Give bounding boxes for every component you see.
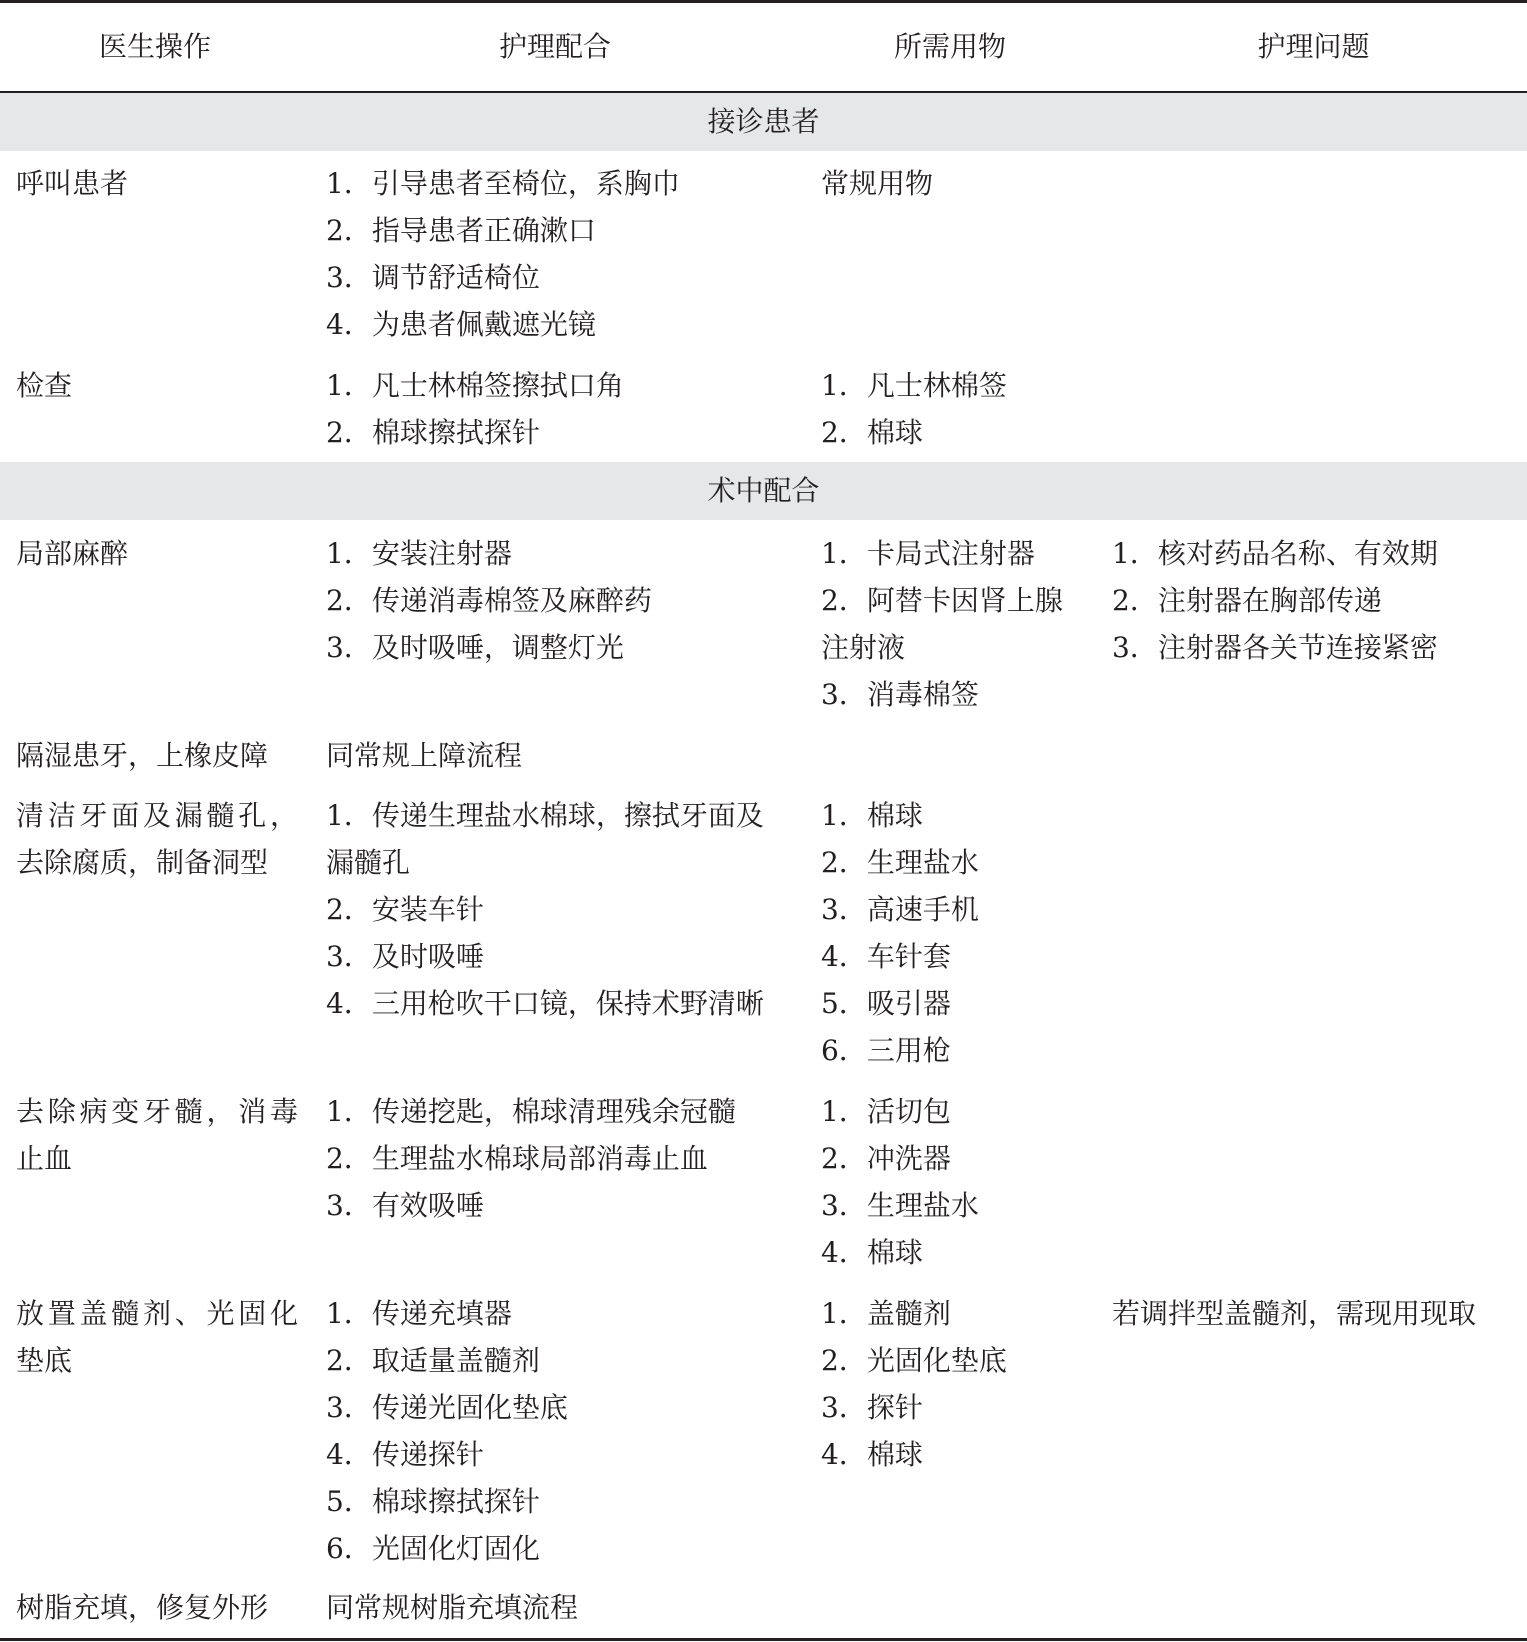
cell-line: 2．棉球擦拭探针	[326, 416, 540, 449]
cell-line: 去除病变牙髓，消毒	[16, 1095, 298, 1128]
cell-doctor-operation	[16, 362, 298, 409]
cell-line: 1．核对药品名称、有效期	[1112, 537, 1438, 570]
cell-line: 4．棉球	[821, 1236, 923, 1269]
cell-line: 2．棉球	[821, 416, 923, 449]
cell-line: 检查	[16, 369, 73, 402]
cell-required-supplies	[821, 362, 1085, 456]
cell-line: 2．取适量盖髓剂	[326, 1344, 540, 1377]
cell-line: 3．传递光固化垫底	[326, 1391, 568, 1424]
header-nursing-issues: 护理问题	[1257, 30, 1370, 63]
cell-line: 1．传递生理盐水棉球，擦拭牙面及	[326, 799, 764, 832]
cell-line: 漏髓孔	[326, 846, 411, 879]
table-bottom-rule	[0, 1638, 1527, 1641]
cell-doctor-operation	[16, 160, 298, 207]
cell-doctor-operation	[16, 530, 298, 577]
section-heading: 术中配合	[0, 462, 1527, 520]
cell-line: 4．棉球	[821, 1438, 923, 1471]
cell-doctor-operation	[16, 1584, 298, 1631]
cell-line: 1．引导患者至椅位，系胸巾	[326, 167, 680, 200]
cell-line: 4．三用枪吹干口镜，保持术野清晰	[326, 987, 764, 1020]
cell-line: 1．安装注射器	[326, 537, 512, 570]
cell-line: 2．生理盐水	[821, 846, 979, 879]
cell-line: 2．光固化垫底	[821, 1344, 1007, 1377]
cell-line: 3．生理盐水	[821, 1189, 979, 1222]
cell-line: 树脂充填，修复外形	[16, 1591, 269, 1624]
cell-line: 3．有效吸唾	[326, 1189, 484, 1222]
cell-line: 同常规树脂充填流程	[326, 1591, 579, 1624]
cell-line: 垫底	[16, 1344, 73, 1377]
cell-required-supplies	[821, 530, 1085, 718]
cell-line: 呼叫患者	[16, 167, 129, 200]
cell-line: 止血	[16, 1142, 73, 1175]
cell-nursing-cooperation	[326, 732, 796, 779]
cell-line: 1．传递充填器	[326, 1297, 512, 1330]
cell-nursing-cooperation	[326, 1584, 796, 1631]
cell-line: 放置盖髓剂、光固化	[16, 1297, 298, 1330]
cell-required-supplies	[821, 792, 1085, 1074]
cell-doctor-operation	[16, 732, 298, 779]
cell-nursing-cooperation	[326, 1088, 796, 1229]
cell-doctor-operation	[16, 792, 298, 886]
cell-line: 1．棉球	[821, 799, 923, 832]
cell-line: 常规用物	[821, 167, 934, 200]
cell-line: 2．注射器在胸部传递	[1112, 584, 1382, 617]
cell-line: 隔湿患牙，上橡皮障	[16, 739, 269, 772]
cell-line: 4．传递探针	[326, 1438, 484, 1471]
cell-line: 3．消毒棉签	[821, 678, 979, 711]
cell-line: 5．棉球擦拭探针	[326, 1485, 540, 1518]
cell-line: 2．阿替卡因肾上腺	[821, 584, 1063, 617]
cell-line: 3．及时吸唾	[326, 940, 484, 973]
cell-line: 6．光固化灯固化	[326, 1532, 540, 1565]
cell-line: 1．卡局式注射器	[821, 537, 1035, 570]
cell-required-supplies	[821, 1088, 1085, 1276]
cell-doctor-operation	[16, 1290, 298, 1384]
cell-line: 清洁牙面及漏髓孔，	[16, 799, 298, 832]
cell-line: 同常规上障流程	[326, 739, 523, 772]
cell-line: 2．指导患者正确漱口	[326, 214, 596, 247]
cell-nursing-cooperation	[326, 362, 796, 456]
cell-line: 注射液	[821, 631, 906, 664]
cell-nursing-cooperation	[326, 530, 796, 671]
header-doctor-operation: 医生操作	[98, 30, 211, 63]
cell-nursing-issues	[1112, 530, 1522, 671]
cell-line: 2．传递消毒棉签及麻醉药	[326, 584, 652, 617]
cell-line: 3．探针	[821, 1391, 923, 1424]
header-nursing-cooperation: 护理配合	[498, 30, 611, 63]
cell-line: 若调拌型盖髓剂，需现用现取	[1112, 1297, 1477, 1330]
cell-line: 1．凡士林棉签	[821, 369, 1007, 402]
cell-nursing-cooperation	[326, 1290, 796, 1572]
cell-line: 6．三用枪	[821, 1034, 951, 1067]
cell-doctor-operation	[16, 1088, 298, 1182]
table-header	[0, 3, 1527, 91]
cell-line: 1．传递挖匙，棉球清理残余冠髓	[326, 1095, 736, 1128]
cell-line: 3．及时吸唾，调整灯光	[326, 631, 624, 664]
header-required-supplies: 所需用物	[893, 30, 1006, 63]
section-heading: 接诊患者	[0, 93, 1527, 151]
cell-line: 去除腐质，制备洞型	[16, 846, 269, 879]
cell-line: 1．盖髓剂	[821, 1297, 951, 1330]
cell-nursing-cooperation	[326, 160, 796, 348]
cell-line: 2．生理盐水棉球局部消毒止血	[326, 1142, 708, 1175]
cell-line: 局部麻醉	[16, 537, 129, 570]
cell-line: 1．凡士林棉签擦拭口角	[326, 369, 624, 402]
cell-required-supplies	[821, 160, 1085, 207]
cell-line: 4．为患者佩戴遮光镜	[326, 308, 596, 341]
cell-nursing-issues	[1112, 1290, 1522, 1337]
cell-required-supplies	[821, 1290, 1085, 1478]
cell-line: 4．车针套	[821, 940, 951, 973]
cell-line: 3．注射器各关节连接紧密	[1112, 631, 1438, 664]
cell-line: 3．调节舒适椅位	[326, 261, 540, 294]
cell-nursing-cooperation	[326, 792, 796, 1027]
cell-line: 5．吸引器	[821, 987, 951, 1020]
cell-line: 3．高速手机	[821, 893, 979, 926]
cell-line: 2．冲洗器	[821, 1142, 951, 1175]
cell-line: 2．安装车针	[326, 893, 484, 926]
cell-line: 1．活切包	[821, 1095, 951, 1128]
